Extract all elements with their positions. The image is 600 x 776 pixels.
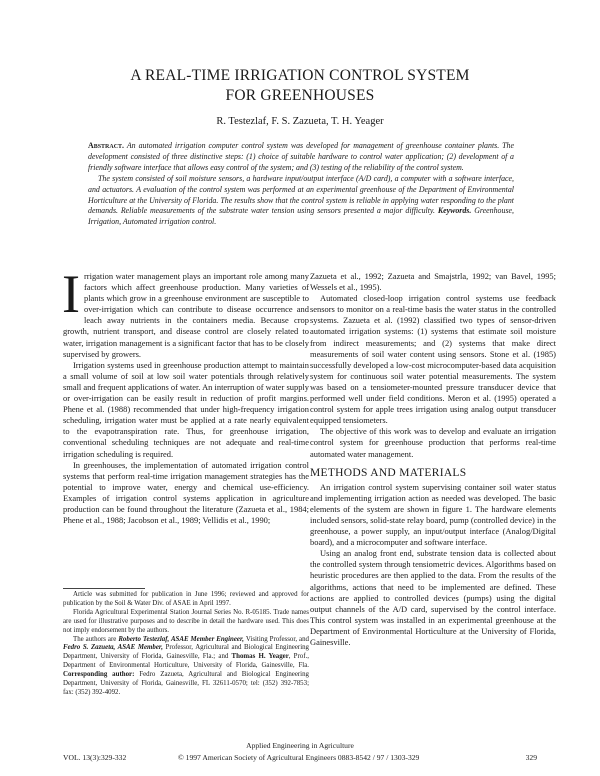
footnote-author-1: Roberto Testezlaf, ASAE Member Engineer, bbox=[118, 635, 244, 643]
right-paragraph-2: Automated closed-loop irrigation control systems use feedback sensors to monitor on a real-time basis the water status in the controlled systems. Zazueta et al. (1992) classified two types of sensor-driven automated irrigation systems: (1) systems that estimate soil moisture from indirect measurements; and (2) systems that make direct measurements of soil water content using sensors. Stone et al. (1985) successfully developed a low-cost microcomputer-based data acquisition system for continuous soil water potential measurements. The system was based on a tensiometer-mounted pressure transducer device that performed well under field conditions. Meron et al. (1995) operated a control system for apple trees irrigation using analog output transducer equipped tensiometers. bbox=[310, 293, 556, 426]
intro-paragraph-2: Irrigation systems used in greenhouse production attempt to maintain a small volume of soil at low soil water potentials through relatively small and frequent applications of water. An interruption of water supply or over-irrigation can be easily result in reduction of profit margins. Phene et al. (1988) recommended that under high-frequency irrigation scheduling, irrigation water must be applied at a rate nearly equivalent to the evapotranspiration rate. Thus, for greenhouse irrigation, conventional scheduling techniques are not adequate and real-time irrigation scheduling is required. bbox=[63, 359, 309, 459]
journal-running-footer: Applied Engineering in Agriculture bbox=[246, 741, 354, 750]
methods-paragraph-1: An irrigation control system supervising container soil water status and implementing irrigation action as needed was developed. The basic elements of the system are shown in figure 1. The hardware elements included sensors, solid-state relay board, pump (controlled device) in the greenhouse, a power supply, an input/output interface (Analog/Digital board), and a microcomputer and software interface. bbox=[310, 481, 556, 548]
abstract-label: Abstract. bbox=[88, 141, 125, 150]
footnote-author-2: Fedro S. Zazueta, ASAE Member, bbox=[63, 644, 163, 652]
abstract-paragraph-1 bbox=[88, 141, 514, 174]
intro-text-1: rrigation water management plays an important role among many factors which affect greenhouse production. Many varieties of plants which grow in a greenhouse environment are susceptible to over-irrigation which can contribute to disease occurrence and leach away nutrients in the containers media. Because crop growth, nutrient transport, and disease control are closely related to water, irrigation management is a significant factor that has to be closely supervised by growers. bbox=[63, 271, 309, 359]
volume-info: VOL. 13(3):329-332 bbox=[63, 753, 127, 762]
footnote-authors-intro: The authors are bbox=[73, 635, 119, 643]
author-list: R. Testezlaf, F. S. Zazueta, T. H. Yeager bbox=[216, 116, 384, 127]
methods-paragraph-2: Using an analog front end, substrate tension data is collected about the controlled system through tensiometric devices. Algorithms based on heuristic procedures are then applied to the data. From the results of the algorithms, actions that need to be implemented are defined. These actions are applied to controlled devices (pumps) using the digital output channels of the A/D card, supervised by the control interface. This control system was installed in an experimental greenhouse at the Department of Environmental Horticulture at the University of Florida, Gainesville. bbox=[310, 548, 556, 647]
intro-paragraph-3: In greenhouses, the implementation of automated irrigation control systems that perform real-time irrigation management strategies has the potential to improve water, energy and chemical use-efficiency. Examples of irrigation control systems application in agriculture production can be found throughout the literature (Zazueta et al., 1984; Phene et al., 1988; Jacobson et al., 1989; Vellidis et al., 1990; bbox=[63, 459, 309, 526]
right-paragraph-3: The objective of this work was to develop and evaluate an irrigation control system for greenhouse production that performs real-time automated water management. bbox=[310, 426, 556, 459]
abstract bbox=[88, 141, 514, 228]
footnote-submission: Article was submitted for publication in June 1996; reviewed and approved for publication by the Soil & Water Div. of ASAE in April 1997. bbox=[63, 591, 309, 607]
footnote-author-3-role: , Prof., Department of Environmental Horticulture, University of Florida, Gainesville, Fla. bbox=[63, 653, 309, 670]
footnote-author-1-role: Visiting Professor, and bbox=[244, 635, 309, 643]
abstract-text-1: An automated irrigation computer control system was developed for management of greenhouse container plants. The development consisted of three distinctive steps: (1) choice of suitable hardware to control water application; (2) development of a friendly software interface that allows easy control of the system; and (3) testing of the reliability of the control system. bbox=[88, 141, 514, 172]
page-number: 329 bbox=[525, 753, 537, 762]
corresponding-author-label: Corresponding author: bbox=[63, 671, 135, 679]
paper-title-line-1: A REAL-TIME IRRIGATION CONTROL SYSTEM bbox=[130, 67, 470, 84]
copyright-notice: © 1997 American Society of Agricultural Engineers 0883-8542 / 97 / 1303-329 bbox=[178, 753, 420, 762]
footnote-journal-series: Florida Agricultural Experimental Station Journal Series No. R-05185. Trade names are used for illustrative purposes and to describe in detail the hardware used. This does not imply endorsement by the authors. bbox=[63, 608, 309, 634]
left-column bbox=[62, 264, 309, 526]
right-column bbox=[310, 271, 556, 648]
abstract-paragraph-2 bbox=[88, 174, 514, 229]
keywords-text: Greenhouse, Irrigation, Automated irrigation control. bbox=[88, 206, 514, 227]
corresponding-author-details: Fedro Zazueta, Agricultural and Biological Engineering Department, University of Florida, Gainesville, FL 32611-0570; tel: (352) 392-7853; fax: (352) 392-4092. bbox=[63, 671, 309, 696]
footnote-authors bbox=[63, 636, 309, 698]
drop-cap: I bbox=[62, 264, 80, 324]
footnotes bbox=[63, 591, 309, 698]
intro-paragraph-1 bbox=[62, 264, 309, 360]
footnote-rule bbox=[63, 588, 145, 589]
footnote-author-3: Thomas H. Yeager bbox=[231, 653, 289, 661]
right-paragraph-1: Zazueta et al., 1992; Zazueta and Smajstrla, 1992; van Bavel, 1995; Wessels et al., 1995). bbox=[310, 271, 556, 293]
footnote-author-2-role: Professor, Agricultural and Biological Engineering Department, University of Florida, Gainesville, Fla.; and bbox=[63, 644, 310, 661]
paper-title-line-2: FOR GREENHOUSES bbox=[225, 87, 375, 104]
section-heading-methods: METHODS AND MATERIALS bbox=[310, 466, 467, 479]
abstract-text-2: The system consisted of soil moisture sensors, a hardware input/output interface (A/D card), a computer with a software interface, and actuators. A evaluation of the control system was performed at an experimental greenhouse of the Department of Environmental Horticulture at the University of Florida. The results show that the control system is reliable in applying water responding to the plant demands. Reliable measurements of the substrate water tension using sensors presented a major difficulty. bbox=[88, 173, 514, 216]
keywords-label: Keywords. bbox=[437, 206, 472, 216]
